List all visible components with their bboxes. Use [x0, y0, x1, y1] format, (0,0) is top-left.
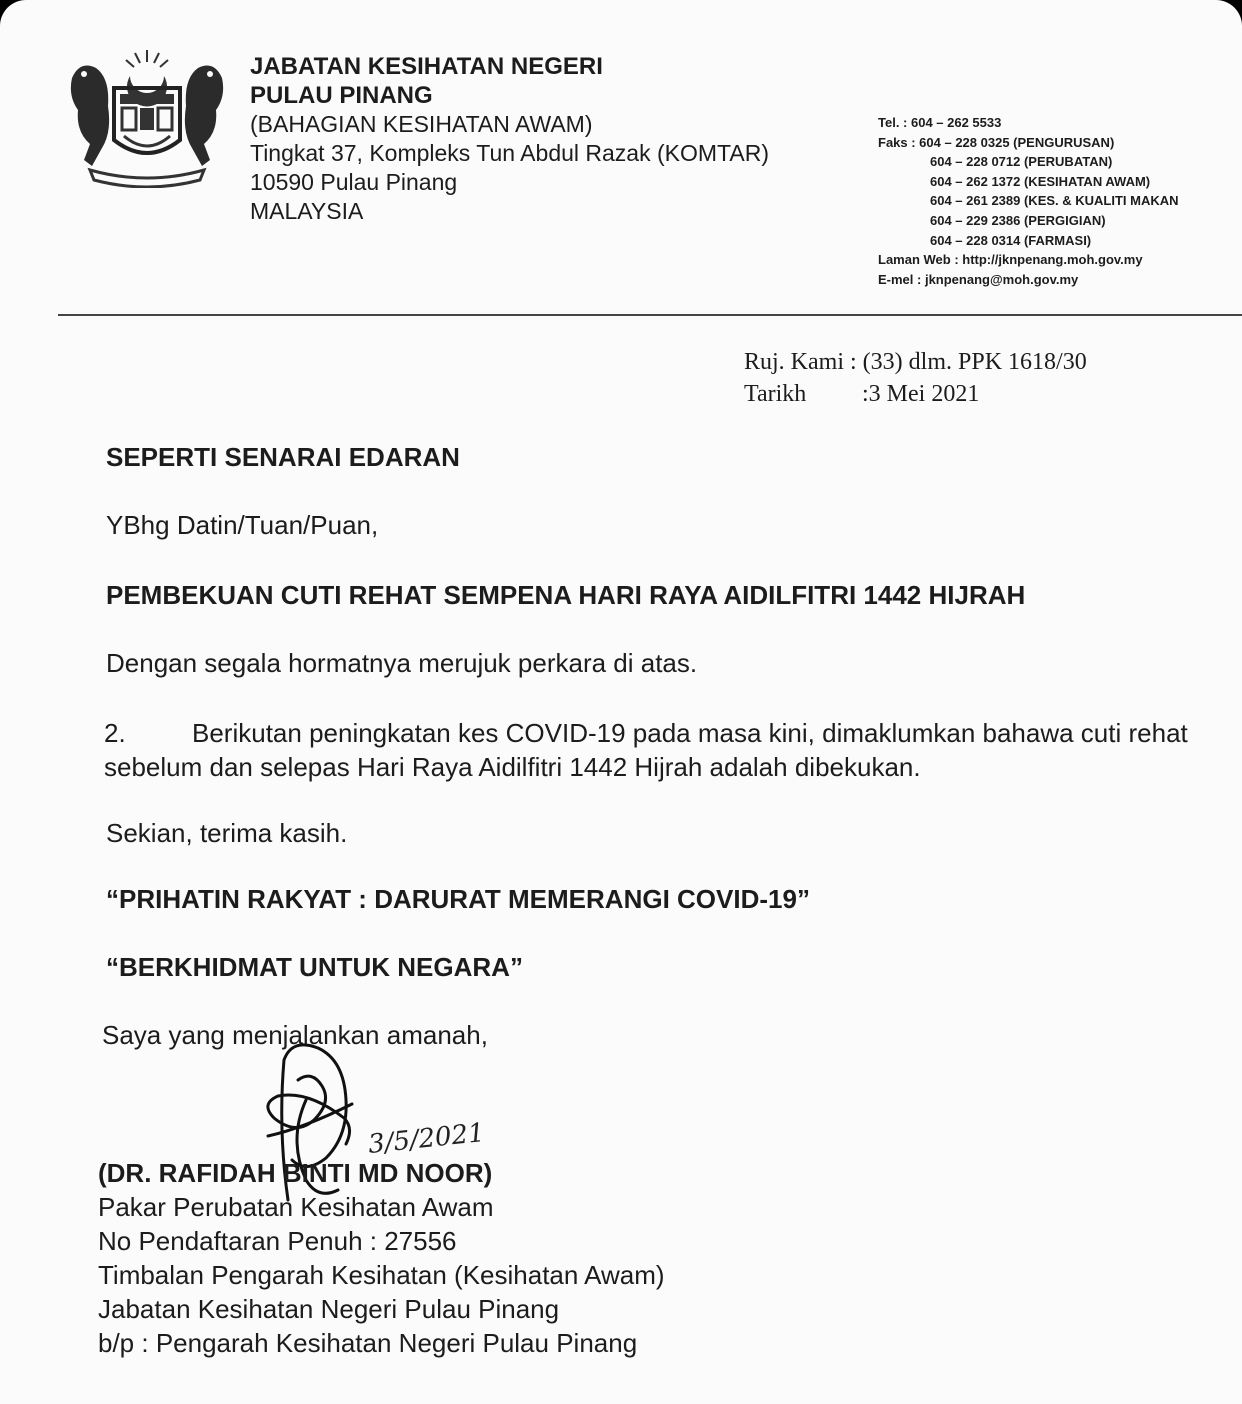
signer-block: [98, 1156, 665, 1360]
division-name: (BAHAGIAN KESIHATAN AWAM): [250, 111, 593, 137]
letterhead-divider: [58, 314, 1242, 316]
date-value: :3 Mei 2021: [862, 381, 980, 407]
signoff-line: Saya yang menjalankan amanah,: [102, 1020, 488, 1050]
slogan-line2: “BERKHIDMAT UNTUK NEGARA”: [106, 952, 523, 982]
contact-website: Laman Web : http://jknpenang.moh.gov.my: [878, 252, 1143, 268]
paragraph-text: Berikutan peningkatan kes COVID-19 pada masa kini, dimaklumkan bahawa cuti rehat sebelum dan selepas Hari Raya Aidilfitri 1442 Hijrah adalah dibekukan.: [104, 718, 1188, 782]
malaysia-coat-of-arms-icon: [62, 48, 232, 188]
paragraph-number: 2.: [104, 718, 126, 748]
signer-name: (DR. RAFIDAH BINTI MD NOOR): [98, 1158, 493, 1188]
reference-number: (33) dlm. PPK 1618/30: [862, 349, 1087, 375]
contact-fax: 604 – 229 2386 (PERGIGIAN): [930, 212, 1106, 228]
org-name-line1: JABATAN KESIHATAN NEGERI: [250, 53, 603, 80]
signer-registration: No Pendaftaran Penuh : 27556: [98, 1226, 457, 1256]
contact-tel: Tel. : 604 – 262 5533: [878, 115, 1002, 130]
address-line1: Tingkat 37, Kompleks Tun Abdul Razak (KOMTAR): [250, 140, 769, 166]
reference-block: [744, 346, 1087, 410]
address-line2: 10590 Pulau Pinang: [250, 169, 458, 195]
contact-email: E-mel : jknpenang@moh.gov.my: [878, 271, 1079, 287]
contact-fax: 604 – 228 0314 (FARMASI): [930, 232, 1092, 248]
signer-on-behalf: b/p : Pengarah Kesihatan Negeri Pulau Pinang: [98, 1328, 638, 1358]
signer-title: Pakar Perubatan Kesihatan Awam: [98, 1192, 494, 1222]
signer-position: Timbalan Pengarah Kesihatan (Kesihatan Awam): [98, 1260, 665, 1290]
contact-fax: 604 – 262 1372 (KESIHATAN AWAM): [930, 173, 1151, 189]
date-label: Tarikh: [744, 381, 807, 407]
contact-fax: 604 – 228 0712 (PERUBATAN): [930, 154, 1113, 170]
intro-paragraph: Dengan segala hormatnya merujuk perkara di atas.: [106, 648, 698, 678]
organisation-block: [250, 52, 769, 226]
closing-line: Sekian, terima kasih.: [106, 818, 348, 848]
signer-department: Jabatan Kesihatan Negeri Pulau Pinang: [98, 1294, 560, 1324]
contact-fax: 604 – 261 2389 (KES. & KUALITI MAKAN: [930, 193, 1179, 209]
recipient-line: SEPERTI SENARAI EDARAN: [106, 442, 460, 472]
signature-date: 3/5/2021: [366, 1117, 487, 1161]
subject-line: PEMBEKUAN CUTI REHAT SEMPENA HARI RAYA AIDILFITRI 1442 HIJRAH: [106, 580, 1026, 610]
salutation: YBhg Datin/Tuan/Puan,: [106, 510, 379, 540]
paragraph-2: [104, 716, 1206, 784]
org-name-line2: PULAU PINANG: [250, 82, 433, 109]
reference-label: Ruj. Kami :: [744, 349, 857, 375]
contact-block: [878, 113, 1179, 289]
slogan-line1: “PRIHATIN RAKYAT : DARURAT MEMERANGI COVID-19”: [106, 884, 810, 914]
address-line3: MALAYSIA: [250, 198, 364, 224]
contact-fax: Faks : 604 – 228 0325 (PENGURUSAN): [878, 134, 1115, 150]
